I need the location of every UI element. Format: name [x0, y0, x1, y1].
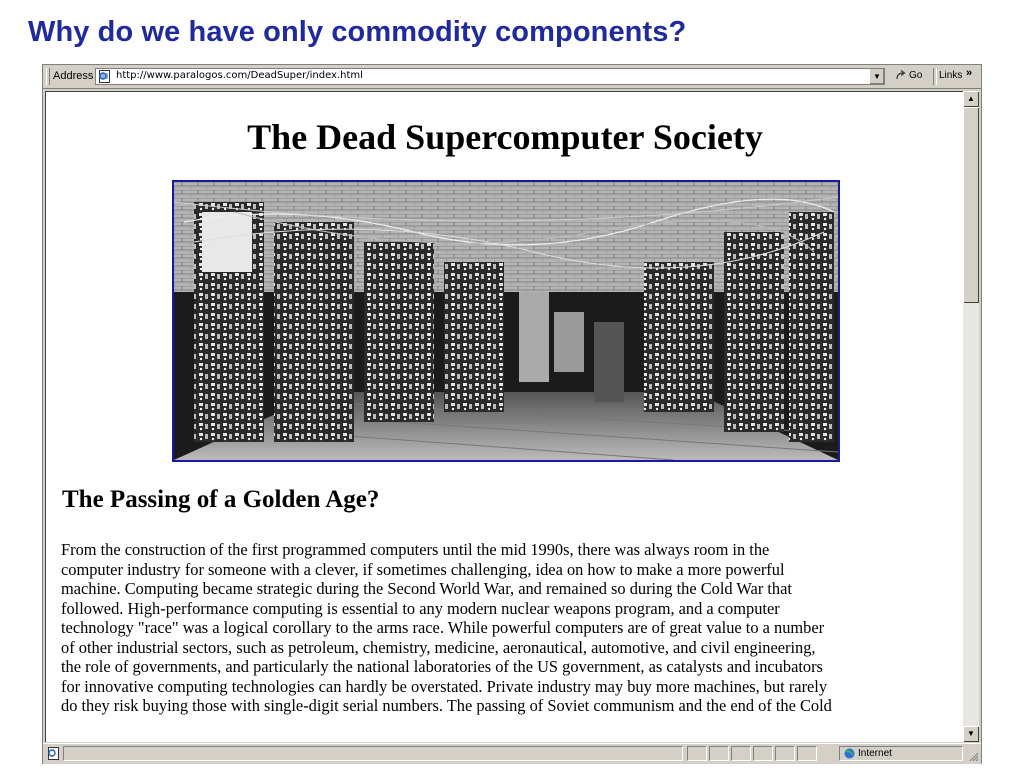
paragraph-line: From the construction of the first programmed computers until the mid 1990s, there was always room in the [61, 540, 770, 559]
paragraph-line: do they risk buying those with single-digit serial numbers. The passing of Soviet communism and the end of the Cold [61, 696, 832, 715]
paragraph-line: the role of governments, and particularly the national laboratories of the US government, as catalysts and incubators [61, 657, 823, 676]
page-status-icon [47, 747, 60, 760]
scroll-up-icon[interactable]: ▲ [963, 91, 979, 107]
paragraph-line: followed. High-performance computing is essential to any modern nuclear weapons program, and a computer [61, 598, 780, 618]
links-button[interactable]: Links [939, 70, 963, 81]
vertical-scrollbar[interactable] [963, 91, 979, 742]
status-bar [43, 743, 981, 764]
paragraph-line: technology "race" was a logical corollary to the arms race. While powerful computers are of great value to a number [61, 618, 825, 637]
paragraph-line: machine. Computing became strategic during the Second World War, and remained so during the Cold War that [61, 579, 792, 598]
paragraph-line: of other industrial sectors, such as petroleum, chemistry, medicine, aeronautical, automotive, and civil engineering, [61, 637, 816, 657]
browser-window [42, 64, 982, 764]
resize-grip-icon[interactable] [967, 750, 979, 762]
photo-image [174, 182, 838, 460]
chevron-down-icon[interactable]: ▼ [869, 69, 884, 84]
chevron-right-icon[interactable]: » [966, 67, 973, 79]
section-heading: The Passing of a Golden Age? [62, 486, 380, 513]
address-url: http://www.paralogos.com/DeadSuper/index.html [116, 70, 363, 81]
status-pane-3 [709, 746, 729, 761]
scroll-down-icon[interactable]: ▼ [963, 726, 979, 742]
status-pane-7 [797, 746, 817, 761]
status-pane-6 [775, 746, 795, 761]
status-pane-4 [731, 746, 751, 761]
go-label: Go [909, 70, 923, 81]
slide-title: Why do we have only commodity components? [28, 16, 687, 48]
body-paragraph [61, 540, 963, 716]
page-icon [98, 70, 111, 83]
zone-pane [839, 746, 963, 761]
status-pane-5 [753, 746, 773, 761]
address-label: Address [53, 70, 94, 82]
address-bar [43, 65, 981, 89]
paragraph-line: computer industry for someone with a clever, if sometimes challenging, idea on how to make a more powerful [61, 559, 785, 579]
globe-icon [844, 748, 855, 759]
links-separator [933, 68, 937, 85]
status-text-pane [63, 746, 683, 761]
go-button[interactable] [893, 68, 927, 85]
status-pane-2 [687, 746, 707, 761]
paragraph-line: for innovative computing technologies can hardly be overstated. Private industry may buy more machines, but rarely [61, 676, 828, 696]
zone-label: Internet [858, 748, 892, 759]
supercomputer-photo [172, 180, 840, 462]
toolbar-grip[interactable] [46, 68, 50, 85]
address-input[interactable] [95, 68, 885, 85]
go-arrow-icon [895, 70, 907, 82]
scroll-thumb[interactable] [963, 107, 979, 303]
page-title: The Dead Supercomputer Society [247, 117, 763, 157]
page-viewport[interactable] [45, 91, 963, 742]
